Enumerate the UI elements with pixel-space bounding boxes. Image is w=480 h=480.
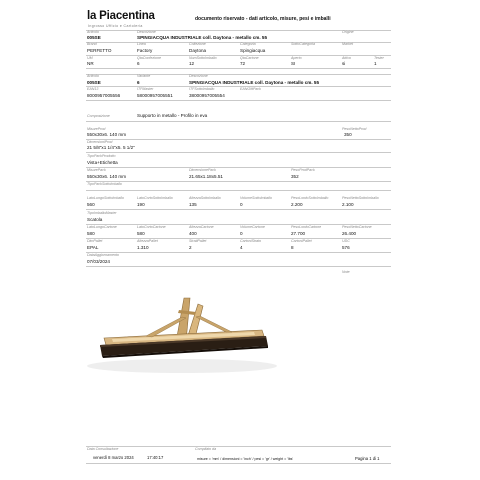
divider xyxy=(86,209,391,210)
label-compilato-da: Compilato da xyxy=(195,447,217,451)
label-peso-netto-prod: PesoNettoProd xyxy=(342,127,367,131)
value-articolo: 005SE xyxy=(87,35,101,40)
value-cartoni-strato: 4 xyxy=(240,245,243,250)
label-articolo: Articolo xyxy=(87,30,99,34)
value-strati-pallet: 2 xyxy=(189,245,192,250)
label-volume-sottoimballo: VolumeSottoImballo xyxy=(240,196,273,200)
value-peso-netto-sottoimballo: 2.100 xyxy=(342,202,354,207)
label-linea: Linea xyxy=(137,42,146,46)
label-tipo-pack-sottoimballo: TipoPackSottoImballo xyxy=(87,182,122,186)
value-cartoni-pallet: 8 xyxy=(291,245,294,250)
label-misure-pack: MisurePack xyxy=(87,168,106,172)
value-brand: PERFETTO xyxy=(87,48,112,53)
value-lato-lungo-sottoimballo: 560 xyxy=(87,202,95,207)
label-peso-netto-cartone: PesoNettoCartone xyxy=(342,225,372,229)
product-photo xyxy=(86,290,278,378)
divider xyxy=(86,252,391,253)
footer-page: Pagina 1 di 1 xyxy=(355,456,380,461)
label-num-sottoimballo: NumSottoImballo xyxy=(189,56,217,60)
label-origine: Origine xyxy=(342,30,354,34)
divider xyxy=(86,190,391,191)
label-tipo-pack: TipoPackProdotto xyxy=(87,154,116,158)
value-descrizione-2: SPINGIACQUA INDUSTRIALE coll. Daytona - metallo cm. 55 xyxy=(189,80,320,85)
label-lato-lungo-sottoimballo: LatoLungoSottoImballo xyxy=(87,196,124,200)
value-ean13: 8000957005556 xyxy=(87,93,121,98)
label-peso-lordo-cartone: PesoLordoCartone xyxy=(291,225,322,229)
value-aperto: SI xyxy=(291,61,296,66)
label-altezza-cartone: AltezzaCartone xyxy=(189,225,214,229)
label-lato-lungo-cartone: LatoLungoCartone xyxy=(87,225,117,229)
document-title: documento riservato - dati articolo, misure, pesi e imballi xyxy=(195,16,331,22)
label-qta-confezione: QtaConfezione xyxy=(137,56,161,60)
value-misure-pack: 550x30x6. 140 mm xyxy=(87,174,127,179)
value-variante: 6 xyxy=(137,80,140,85)
value-tipo-imballo-master: Scatola xyxy=(87,217,103,222)
value-misure-prod: 550x30x6. 140 mm xyxy=(87,132,127,137)
label-peso-lordo-sottoimballo: PesoLordoSottoImballo xyxy=(291,196,329,200)
label-lato-corto-sottoimballo: LatoCortoSottoImballo xyxy=(137,196,173,200)
value-attivo: si xyxy=(342,61,346,66)
value-dim-pallet: EPAL xyxy=(87,245,99,250)
label-cartoni-pallet: CartoniPallet xyxy=(291,239,312,243)
value-descrizione: SPINGIACQUA INDUSTRIALE coll. Daytona - metallo cm. 55 xyxy=(137,35,268,40)
label-itf-master: ITFMaster xyxy=(137,87,154,91)
value-tipo-pack: Vista+Etichetta xyxy=(87,160,118,165)
label-um: UM xyxy=(87,56,93,60)
footer-units: misure = 'mm' / dimensioni = 'inch' / pesi = 'gr' / weight = 'lbs' xyxy=(197,457,294,461)
divider xyxy=(86,68,391,69)
label-ean13: EAN13 xyxy=(87,87,99,91)
value-altezza-sottoimballo: 135 xyxy=(189,202,197,207)
value-altezza-pallet: 1.310 xyxy=(137,245,149,250)
label-cartoni-strato: CartoniStrato xyxy=(240,239,262,243)
value-lato-corto-sottoimballo: 190 xyxy=(137,202,145,207)
label-market: Market xyxy=(342,42,353,46)
divider xyxy=(86,152,391,153)
label-strati-pallet: StratiPallet xyxy=(189,239,207,243)
label-peso-netto-sottoimballo: PesoNettoSottoImballo xyxy=(342,196,379,200)
label-data-aggiornamento: DataAggiornamento xyxy=(87,253,119,257)
value-lato-corto-cartone: 580 xyxy=(137,231,145,236)
value-peso-lordo-sottoimballo: 2.200 xyxy=(291,202,303,207)
value-peso-netto-prod: 350 xyxy=(344,132,352,137)
value-categoria: Spingiacqua xyxy=(240,48,266,53)
brand-subtitle: Ingrosso Ufficio e Cartoleria xyxy=(88,24,143,28)
label-articolo-2: Articolo xyxy=(87,74,99,78)
value-itf-master: 58000957005551 xyxy=(137,93,173,98)
value-altezza-cartone: 400 xyxy=(189,231,197,236)
value-num-sottoimballo: 12 xyxy=(189,61,195,66)
divider xyxy=(86,167,391,168)
value-qta-cartone: 72 xyxy=(240,61,246,66)
value-volume-sottoimballo: 0 xyxy=(240,202,243,207)
divider xyxy=(86,74,391,75)
value-qta-confezione: 6 xyxy=(137,61,140,66)
value-itf-sottoimballo: 38000957005554 xyxy=(189,93,225,98)
value-dimensioni-prod: 21 5/8"x1 1/4"x5. 5 1/2" xyxy=(87,145,135,150)
label-peso-prod-pack: PesoProdPack xyxy=(291,168,315,172)
label-qta-cartone: QtaCartone xyxy=(240,56,259,60)
value-articolo-2: 005SE xyxy=(87,80,101,85)
label-misure-prod: MisureProd xyxy=(87,127,106,131)
label-sottocategoria: SottoCategoria xyxy=(291,42,315,46)
label-ean-gift: EANGiftPack xyxy=(240,87,261,91)
label-data-consultazione: Data Consultazione xyxy=(87,447,119,451)
label-categoria: Categoria xyxy=(240,42,256,46)
label-lato-corto-cartone: LatoCortoCartone xyxy=(137,225,166,229)
divider xyxy=(86,463,391,464)
label-dim-pallet: DimPallet xyxy=(87,239,103,243)
value-collezione: Daytona xyxy=(189,48,207,53)
value-um: NR xyxy=(87,61,94,66)
footer-time: 17:40:17 xyxy=(147,455,164,460)
label-composizione: Composizione xyxy=(87,114,110,118)
divider xyxy=(86,446,391,447)
label-itf-sottoimballo: ITFSottoImballo xyxy=(189,87,215,91)
label-altezza-pallet: AltezzaPallet xyxy=(137,239,158,243)
value-lato-lungo-cartone: 580 xyxy=(87,231,95,236)
label-variante: Variante xyxy=(137,74,151,78)
value-dimensione-pack: 21.65x1.18x5.51 xyxy=(189,174,223,179)
divider xyxy=(86,139,391,140)
footer-date: venerdì 8 marzo 2024 xyxy=(93,455,134,460)
value-composizione: Supporto in metallo - Profilo in eva xyxy=(137,113,208,118)
label-descrizione-2: Descrizione xyxy=(189,74,208,78)
label-note: Note xyxy=(342,270,350,274)
squeegee-image xyxy=(86,290,278,378)
divider xyxy=(86,121,391,122)
value-volume-cartone: 0 xyxy=(240,231,243,236)
label-collezione: Collezione xyxy=(189,42,206,46)
brand-logo-text: la Piacentina xyxy=(87,10,155,22)
divider xyxy=(86,86,391,87)
value-peso-netto-cartone: 26.400 xyxy=(342,231,357,236)
label-altezza-sottoimballo: AltezzaSottoImballo xyxy=(189,196,221,200)
label-udc: UDC xyxy=(342,239,350,243)
value-peso-lordo-cartone: 27.700 xyxy=(291,231,306,236)
label-aperto: Aperto xyxy=(291,56,302,60)
label-tester: Tester xyxy=(374,56,384,60)
label-descrizione: Descrizione xyxy=(137,30,156,34)
value-tester: 1 xyxy=(374,61,377,66)
value-udc: 576 xyxy=(342,245,350,250)
label-dimensione-pack: DimensionePack xyxy=(189,168,216,172)
label-dimensioni-prod: DimensioniProd xyxy=(87,140,113,144)
value-peso-prod-pack: 352 xyxy=(291,174,299,179)
divider xyxy=(86,266,391,267)
divider xyxy=(86,100,391,101)
label-attivo: Attivo xyxy=(342,56,351,60)
divider xyxy=(86,181,391,182)
value-data-aggiornamento: 07/03/2024 xyxy=(87,259,110,264)
value-linea: Factory xyxy=(137,48,153,53)
label-brand: Brand xyxy=(87,42,97,46)
label-volume-cartone: VolumeCartone xyxy=(240,225,265,229)
label-tipo-imballo-master: TipoImballoMaster xyxy=(87,211,117,215)
